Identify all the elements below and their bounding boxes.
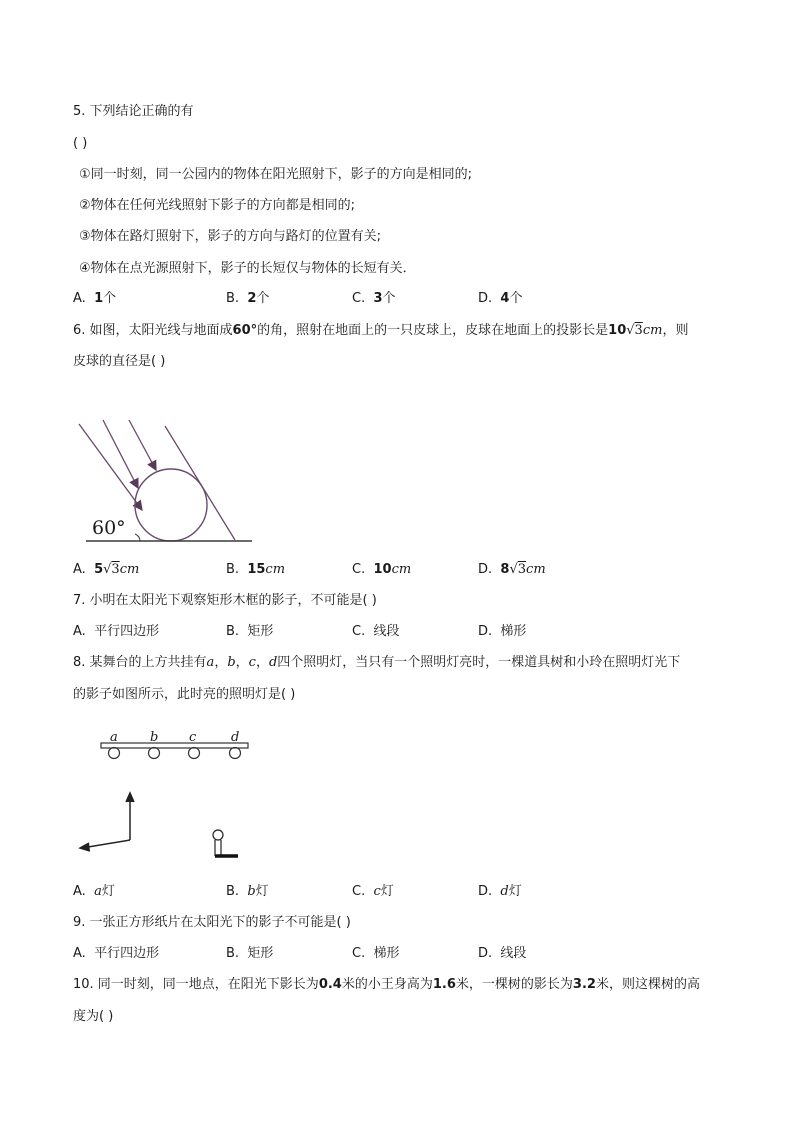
lamp-c (189, 748, 200, 759)
q5-statement-1: ①同一时刻，同一公园内的物体在阳光照射下，影子的方向是相同的; (79, 167, 473, 182)
q9-option-d[interactable]: D. 线段 (478, 946, 527, 961)
q7-stem: 7. 小明在太阳光下观察矩形木框的影子，不可能是( ) (73, 593, 377, 608)
q9-option-b[interactable]: B. 矩形 (226, 946, 274, 961)
q7-option-a[interactable]: A. 平行四边形 (73, 624, 160, 639)
girl-and-shadow (213, 830, 238, 856)
q7-option-c[interactable]: C. 线段 (352, 624, 400, 639)
q5-option-d[interactable]: D. 4个 (478, 291, 523, 306)
lamp-b (149, 748, 160, 759)
q6-stem-line1: 6. 如图，太阳光线与地面成60°的角，照射在地面上的一只皮球上，皮球在地面上的投影长是10√3cm，则 (73, 323, 689, 338)
lamp-label-d: d (231, 730, 240, 745)
q5-statement-3: ③物体在路灯照射下，影子的方向与路灯的位置有关; (79, 229, 382, 244)
q6-option-c[interactable]: C. 10cm (352, 562, 412, 577)
lamp-label-b: b (150, 730, 159, 745)
lamps (109, 748, 241, 759)
q8-option-c[interactable]: C. c灯 (352, 884, 394, 899)
q8-option-b[interactable]: B. b灯 (226, 884, 269, 899)
q9-stem: 9. 一张正方形纸片在太阳光下的影子不可能是( ) (73, 915, 351, 930)
q6-option-a[interactable]: A. 5√3cm (73, 562, 140, 577)
q6-stem-line2: 皮球的直径是( ) (73, 354, 166, 369)
q8-option-a[interactable]: A. a灯 (73, 884, 115, 899)
q5-answer-paren: ( ) (73, 136, 88, 151)
q5-statement-4: ④物体在点光源照射下，影子的长短仅与物体的长短有关． (79, 261, 416, 276)
lamp-d (230, 748, 241, 759)
q5-option-c[interactable]: C. 3个 (352, 291, 396, 306)
q5-statement-2: ②物体在任何光线照射下影子的方向都是相同的; (79, 198, 356, 213)
lamp-label-c: c (189, 730, 197, 745)
lamp-a (109, 748, 120, 759)
q8-option-d[interactable]: D. d灯 (478, 884, 522, 899)
q5-option-a[interactable]: A. 1个 (73, 291, 117, 306)
q8-stem-line1: 8. 某舞台的上方共挂有a，b，c，d四个照明灯，当只有一个照明灯亮时，一棵道具树和小玲在照明灯光下 (73, 655, 681, 670)
q8-stem-line2: 的影子如图所示，此时亮的照明灯是( ) (73, 687, 296, 702)
q7-option-d[interactable]: D. 梯形 (478, 624, 527, 639)
stage-bar (101, 743, 248, 748)
q9-option-c[interactable]: C. 梯形 (352, 946, 400, 961)
q6-option-b[interactable]: B. 15cm (226, 562, 286, 577)
angle-label: 60° (92, 517, 126, 539)
q5-stem: 5. 下列结论正确的有 (73, 104, 194, 119)
q10-stem-line2: 度为( ) (73, 1009, 114, 1024)
q7-option-b[interactable]: B. 矩形 (226, 624, 274, 639)
tree-and-shadow (80, 793, 134, 851)
q6-option-d[interactable]: D. 8√3cm (478, 562, 546, 577)
q9-option-a[interactable]: A. 平行四边形 (73, 946, 160, 961)
lamp-label-a: a (110, 730, 118, 745)
q5-option-b[interactable]: B. 2个 (226, 291, 270, 306)
q10-stem-line1: 10. 同一时刻，同一地点，在阳光下影长为0.4米的小王身高为1.6米，一棵树的影长为3.2米，则这棵树的高 (73, 977, 700, 992)
